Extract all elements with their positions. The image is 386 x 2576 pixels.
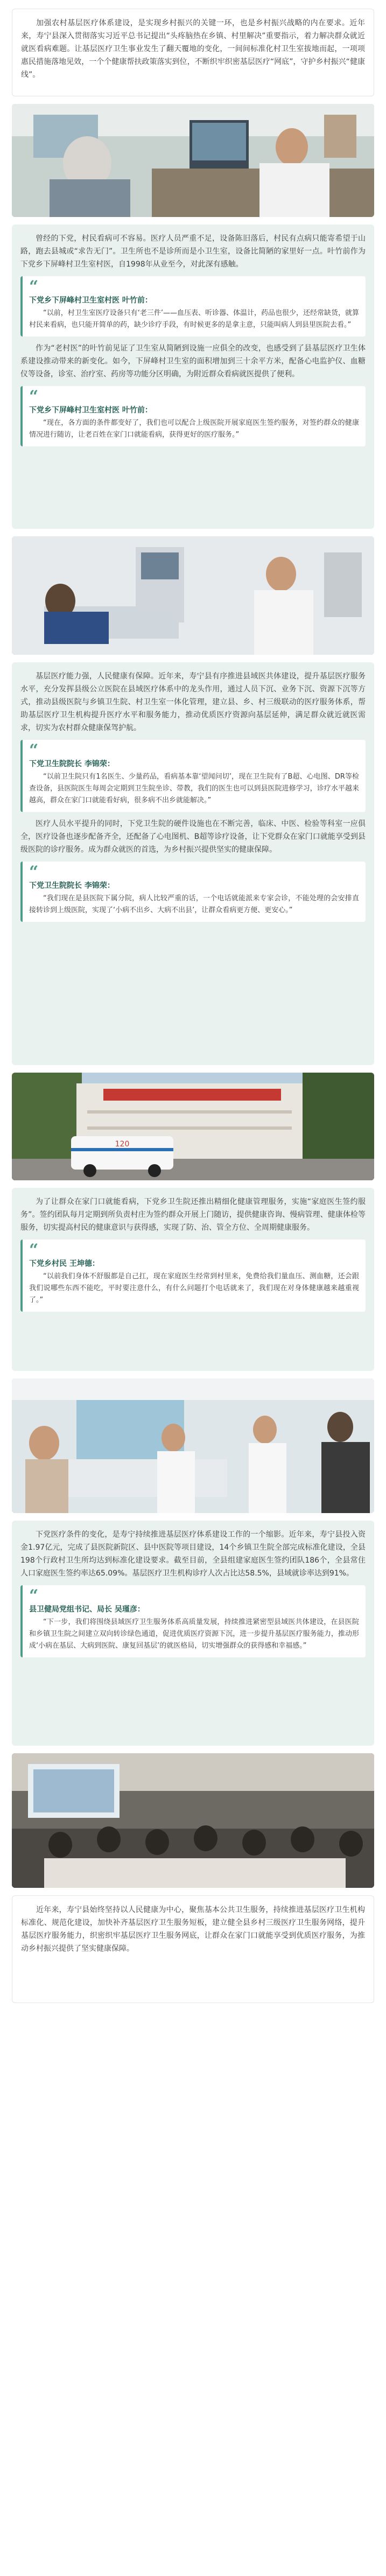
section1-paragraph-1: 曾经的下党，村民看病可不容易。医疗人员严重不足，设备陈旧落后，村民有点病只能寄希望于山路，跑去县城或“求告无门”。卫生所也不是诊所而是小卫生室，设备比简陋的家里好一点。叶竹前作为下党乡下屏峰村卫生室村医，自1998年从业至今，对此深有感触。 [20, 234, 366, 269]
quote-speaker: 下党乡村民 王坤德： [29, 1259, 100, 1268]
quote-text: “我们现在是县医院下属分院，病人比较严重的话，一个电话就能派来专家会诊，不能处理的会安排直接转诊到上级医院，实现了‘小病不出乡、大病不出县’，让群众看病更方便、更安心。” [29, 894, 359, 914]
health-center-building-photo [12, 1073, 374, 1180]
ward-visit-photo [12, 1378, 374, 1513]
section2-paragraph-1: 基层医疗能力强，人民健康有保障。近年来，寿宁县有序推进县域医共体建设，提升基层医疗服务水平，充分发挥县级公立医院在县域医疗体系中的龙头作用，通过人员下沉、业务下沉、资源下沉等方式，推动县级医院与乡镇卫生院、村卫生室一体化管理，建立县、乡、村三级联动的医疗服务体系，帮助基层医疗卫生机构提升医疗水平和服务能力，推动优质医疗资源向基层延伸，满足群众就近就医需求，切实为农村群众健康保驾护航。 [20, 672, 366, 732]
quote-mark-icon: “ [29, 387, 39, 406]
quote-block-6 [20, 1585, 366, 1657]
quote-speaker: 下党卫生院院长 李锦荣： [29, 760, 115, 768]
quote-mark-icon: “ [29, 863, 39, 881]
quote-speaker: 下党卫生院院长 李锦荣： [29, 881, 115, 890]
quote-text: “以前，村卫生室医疗设备只有‘老三件’——血压表、听诊器、体温计，药品也很少，还经常缺货，就算村民来看病，也只能开简单的药，缺少诊疗手段，有时候更多的是拿主意，只能叫病人到县里医院去看。” [29, 309, 360, 329]
section3-paragraph-1: 为了让群众在家门口就能看病，下党乡卫生院还推出精细化健康管理服务，实施“家庭医生签约服务”。签约团队每月定期到所负责村庄为签约群众开展上门随访，提供健康咨询、慢病管理、健康体检等服务，切实提高村民的健康意识与获得感，实现了防、治、管全方位、全周期健康服务。 [20, 1198, 366, 1232]
quote-mark-icon: “ [29, 741, 39, 760]
doctor-consultation-photo [12, 104, 374, 217]
section-village-clinic [12, 225, 374, 529]
patient-scan-photo [12, 536, 374, 655]
intro-paragraph: 加强农村基层医疗体系建设，是实现乡村振兴的关键一环，也是乡村振兴战略的内在要求。近年来，寿宁县深入贯彻落实习近平总书记提出“头疼脑热在乡镇、村里解决”重要指示，着力解决群众就近就医看病难题。让基层医疗卫生事业发生了翻天覆地的变化，一间间标准化村卫生室拔地而起，一项项惠民措施落地见效，一个个健康帮扶政策落实到位，不断织牢织密基层医疗“网底”，守护乡村振兴“健康线”。 [12, 9, 374, 96]
quote-block-1 [20, 276, 366, 337]
quote-mark-icon: “ [29, 277, 39, 296]
quote-block-5 [20, 1240, 366, 1312]
ambulance-label: 120 [115, 1140, 130, 1149]
quote-mark-icon: “ [29, 1241, 39, 1259]
quote-block-4 [20, 862, 366, 922]
section2-paragraph-2: 医疗人员水平提升的同时，下党卫生院的硬件设施也在不断完善，临床、中医、检验等科室一应俱全，医疗设备也逐步配备齐全，还配备了心电图机、B超等诊疗设备，让下党群众在家门口就能享受到县级医院的诊疗服务。成为群众就医的首选，为乡村振兴提供坚实的健康保障。 [20, 820, 366, 854]
quote-block-3 [20, 740, 366, 812]
quote-text: “下一步，我们将围绕县域医疗卫生服务体系高质量发展，持续推进紧密型县域医共体建设，在县医院和乡镇卫生院之间建立双向转诊绿色通道，促进优质医疗资源下沉，进一步提升基层医疗服务能力，推动形成‘小病在基层、大病到医院、康复回基层’的就医格局，切实增强群众的获得感和幸福感。” [29, 1618, 359, 1650]
quote-speaker: 下党乡下屏峰村卫生室村医 叶竹前： [29, 296, 152, 305]
section-family-doctor [12, 1188, 374, 1371]
outro-paragraph: 近年来，寿宁县始终坚持以人民健康为中心，聚焦基本公共卫生服务，持续推进基层医疗卫生机构标准化、规范化建设，加快补齐基层医疗卫生服务短板，建立健全县乡村三级医疗卫生服务网络，提升基层医疗服务能力，织密织牢基层医疗卫生服务网底，让群众在家门口就能享受到优质医疗服务，为推动乡村振兴提供了坚实健康保障。 [12, 1895, 374, 2003]
quote-block-2 [20, 386, 366, 446]
quote-speaker: 下党乡下屏峰村卫生室村医 叶竹前： [29, 406, 152, 415]
section-medical-alliance [12, 662, 374, 1065]
training-session-photo [12, 1753, 374, 1888]
section1-paragraph-2: 作为“老村医”的叶竹前见证了卫生室从简陋到设施一应俱全的改变，也感受到了县基层医疗卫生体系建设推动带来的新变化。如今，下屏峰村卫生室的面积增加到三十余平方米，配备心电监护仪、血糖仪等设备，诊室、治疗室、药房等功能分区明确，为附近群众看病就医提供了便利。 [20, 344, 366, 379]
quote-speaker: 县卫健局党组书记、局长 吴瑾彦： [29, 1605, 145, 1614]
quote-text: “以前卫生院只有1名医生、少量药品，看病基本靠‘望闻问切’，现在卫生院有了B超、心电图、DR等检查设备，县医院医生每周会定期到卫生院坐诊、带教，我们的医生也可以到县医院进修学习，诊疗水平越来越高，群众在家门口就能看好病，很多病不出乡就能解决。” [29, 773, 359, 804]
section-county-progress [12, 1521, 374, 1746]
quote-text: “现在，各方面的条件都变好了，我们也可以配合上级医院开展家庭医生签约服务，对签约群众的健康情况进行随访，让老百姓在家门口就能看病，获得更好的医疗服务。” [29, 419, 359, 439]
quote-mark-icon: “ [29, 1586, 39, 1605]
section4-paragraph-1: 下党医疗条件的变化，是寿宁持续推进基层医疗体系建设工作的一个缩影。近年来，寿宁县投入资金1.97亿元，完成了县医院新院区、县中医院等项目建设，14个乡镇卫生院全部完成标准化建设，全县198个行政村卫生所均达到标准化建设要求。截至目前，全县组建家庭医生签约团队186个，全县常住人口家庭医生签约率达65.09%。基层医疗卫生机构诊疗人次占比达58.5%，县域就诊率达到91%。 [20, 1530, 366, 1578]
quote-text: “以前我们身体不舒服都是自己扛，现在家庭医生经常到村里来，免费给我们量血压、测血糖，还会跟我们说哪些东西不能吃，平时要注意什么，有什么问题打个电话就来了，我们现在对身体健康越来越重视了。” [29, 1272, 359, 1304]
